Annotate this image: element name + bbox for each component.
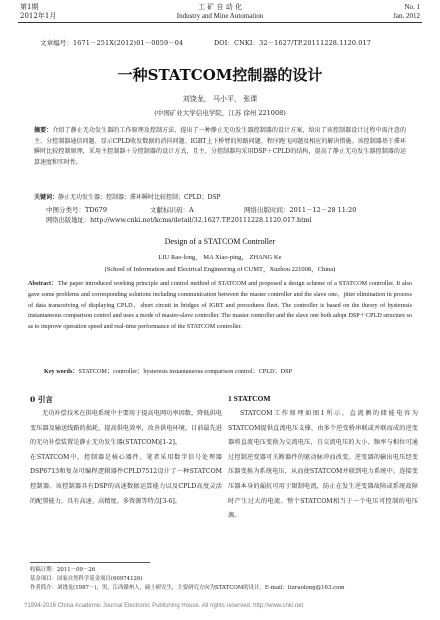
- authors-en: LIU Rao-long， MA Xiao-ping， ZHANG Ke: [158, 254, 282, 261]
- affiliation-en: (School of Information and Electrical Engineering of CUMT，Xuzhou 221008，China): [104, 266, 336, 273]
- abstract-en: [28, 279, 412, 333]
- right-column-body: STATCOM工作原理如图1所示。直流侧的储能电容为STATCOM提供直流电压支撑，由多个逆变桥串联或并联而成的逆变器将直流电压变换为交流电压，且交流电压的大小、频率与相位可通过控制逆变器可关断器件的驱动脉冲而改变。逆变器的输出电压经变压器变换为系统电压，从而使STATCOM并联到电力系统中。连接变压器本身的漏抗可用于限制电流，防止在发生逆变器故障或系统故障时产生过大的电流。整个STATCOM相当于一个电压可控制的电压源。: [228, 410, 418, 520]
- footnote-fund: 基金项目：国家自然科学基金项目(60974126): [30, 576, 143, 582]
- footnote-bio: 作者简介：刘饶龙(1987－)，男，江西赣州人，硕士研究生，主要研究方向为STATCOM的设计。E-mail：liuraolong@163.com: [30, 585, 345, 591]
- header-issue-cn: 第1期: [20, 3, 39, 11]
- cnki-watermark: ?1994-2016 China Academic Journal Electronic Publishing House. All rights reserved. http://www.cnki.net: [24, 603, 304, 609]
- keywords-cn-text: 静止无功发生器；控制器；滞环瞬时比较控制；CPLD；DSP: [58, 194, 221, 201]
- abstract-cn-label: 摘要：: [34, 127, 53, 134]
- footnote-received: 收稿日期：2011－09－26: [30, 567, 96, 573]
- keywords-cn-label: 关键词：: [34, 194, 59, 201]
- header-issue-en: No. 1: [404, 3, 420, 11]
- pub-url[interactable]: 网络出版地址：http://www.cnki.net/kcms/detail/32.1627.TP.20111228.1120.017.html: [46, 217, 312, 224]
- header-center: [0, 3, 440, 21]
- clc-code: 中图分类号：TD679: [46, 206, 107, 214]
- keywords-en-text: STATCOM；controller；hysteresis instantaneous comparison control；CPLD；DSP: [78, 368, 293, 375]
- authors-cn: 刘饶龙， 马小平， 张课: [182, 95, 258, 103]
- keywords-en-label: Key words：: [44, 368, 79, 375]
- abstract-cn: [34, 126, 406, 168]
- section-intro-heading: 0 引言: [30, 395, 53, 404]
- doi-line: DOI：CNKI：32－1627/TP.20111228.1120.017: [214, 39, 372, 47]
- affiliation-cn: (中国矿业大学信电学院，江苏 徐州 221008): [154, 109, 286, 117]
- abstract-cn-text: 介绍了静止无功发生器的工作原理及控制方法，提出了一种静止无功发生器控制器的设计方案，给出了该控制器设计过程中需注意的主、分控制器通信问题、显示CPLD收发数据的消抖问题、IGBT上下桥臂的短路问题、程序跑飞问题及相应的解决措施。该控制器基于滞环瞬时比较控制原理，采用主控制器＋分控制器的设计方式，且主、分控制器均采用DSP＋CPLD的结构，提高了静止无功发生器控制器的运算速度和实时性。: [34, 127, 406, 166]
- keywords-en: [44, 367, 414, 378]
- header-date-cn: 2012年1月: [20, 12, 57, 20]
- keywords-cn: [34, 193, 406, 204]
- header-journal-en: Industry and Mine Automation: [176, 12, 264, 20]
- header-journal-cn: 工 矿 自 动 化: [198, 3, 242, 11]
- abstract-en-text: The paper introduced working principle and control method of STATCOM and proposed a design scheme of a STATCOM controller. It also gave some problems and corresponding solutions including communication between the master controller and the slave one，jitter elimination in process of data transceiving of displaying CPLD，short circuit in bridges of IGBT and procedures fleet. The controller is based on the theory of hysteresis instantaneous comparison control and uses a mode of master-slave controller. The master controller and the slave one both adopt DSP＋CPLD structure so as to improve operation speed and real-time performance of the STATCOM controller.: [28, 280, 412, 331]
- issn-line: 文章编号：1671－251X(2012)01－0059－04: [40, 39, 184, 47]
- header-date-en: Jan. 2012: [393, 12, 420, 20]
- section-statcom-heading: 1 STATCOM: [228, 394, 271, 403]
- footnotes: [30, 566, 410, 593]
- header-right: [393, 3, 420, 21]
- footnote-rule: [30, 562, 150, 563]
- header-rule: [18, 22, 422, 23]
- pub-time: 网络出版时间：2011－12－28 11:20: [244, 206, 357, 214]
- title-en: Design of a STATCOM Controller: [164, 237, 276, 246]
- article-title: 一种STATCOM控制器的设计: [117, 66, 323, 84]
- left-column-body: 无功补偿技术在供电系统中主要用于提高电网功率因数，降低供电变压器及输送线路的损耗，提高供电效率，改善供电环境。目前最先进的无功补偿装置是静止无功发生器(STATCOM)[1-2]。 在STATCOM中，控制器是核心器件。笔者采用数字信号处理器DSP6713和复杂可编程逻辑器件CPLD7512设计了一种STATCOM控制器。该控制器具有DSP的高速数据运算能力以及CPLD高度灵活的配置能力，具有高速、高精度、多资源等特点[3-6]。: [30, 410, 222, 505]
- abstract-en-label: Abstract：: [28, 280, 58, 287]
- doc-code: 文献标识码：A: [150, 206, 194, 214]
